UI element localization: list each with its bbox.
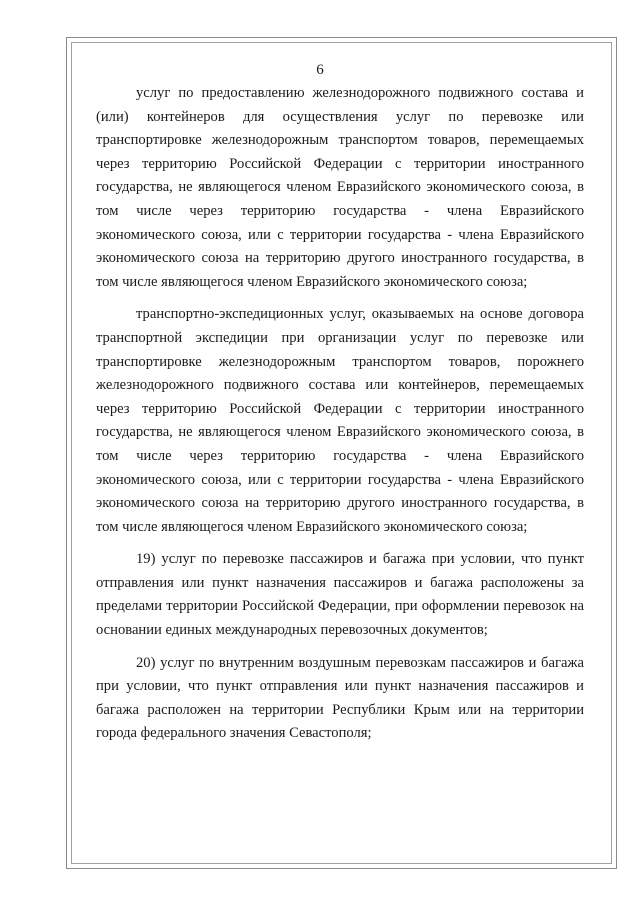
paragraph-item-19: 19) услуг по перевозке пассажиров и багажа при условии, что пункт отправления или пункт назначения пассажиров и багажа расположены за пределами территории Российской Федерации, при оформлении перевозок на основании единых международных перевозочных документов;: [96, 551, 584, 639]
paragraph-item-20: 20) услуг по внутренним воздушным перевозкам пассажиров и багажа при условии, что пункт отправления или пункт назначения пассажиров и багажа расположен на территории Республики Крым или на территории города федерального значения Севастополя;: [96, 654, 584, 742]
paragraph-freight-forwarding-services: транспортно-экспедиционных услуг, оказываемых на основе договора транспортной экспедиции при организации услуг по перевозке или транспортировке железнодорожным транспортом товаров, порожнего железнодорожного подвижного состава или контейнеров, перемещаемых через территорию Российской Федерации с территории иностранного государства, не являющегося членом Евразийского экономического союза, в том числе через территорию государства - члена Евразийского экономического союза, или с территории государства - члена Евразийского экономического союза на территорию другого иностранного государства, в том числе являющегося членом Евразийского экономического союза;: [96, 306, 584, 535]
paragraph-rolling-stock-services: услуг по предоставлению железнодорожного подвижного состава и (или) контейнеров для осуществления услуг по перевозке или транспортировке железнодорожным транспортом товаров, перемещаемых через территорию Российской Федерации с территории иностранного государства, не являющегося членом Евразийского экономического союза, в том числе через территорию государства - члена Евразийского экономического союза, или с территории государства - члена Евразийского экономического союза на территорию другого иностранного государства, в том числе являющегося членом Евразийского экономического союза;: [96, 85, 584, 290]
page-number: 6: [316, 62, 324, 78]
document-body: [96, 82, 584, 746]
